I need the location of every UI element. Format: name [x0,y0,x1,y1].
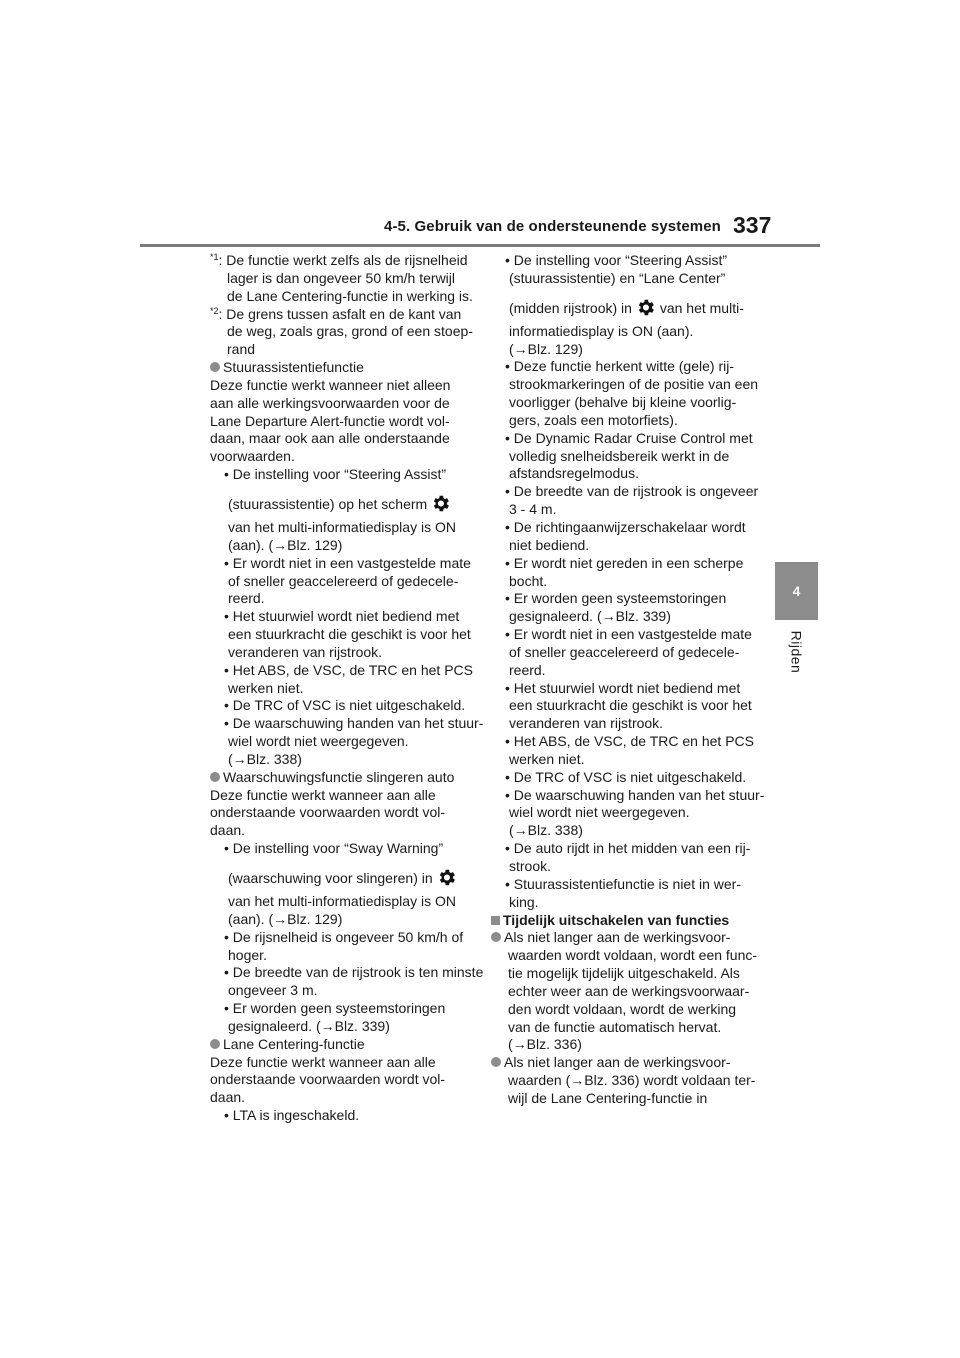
page-reference[interactable]: (→Blz. 338) [228,750,302,767]
bullet-line: of sneller geaccelereerd of gedecele- [228,572,459,589]
subheading-steering-assist: Stuurassistentiefunctie [210,359,475,377]
bullet-line: • Het ABS, de VSC, de TRC en het PCS [505,733,754,750]
bullet-line: afstandsregelmodus. [509,465,639,482]
subheading-line: Als niet langer aan de werkingsvoor- [491,1054,751,1072]
bullet-line: van het multi-informatiedisplay is ON [228,518,456,535]
chapter-tab-number[interactable]: 4 [775,562,818,620]
page-reference[interactable]: (→Blz. 336) [508,1036,582,1053]
chapter-tab-label[interactable] [775,622,818,682]
square-bullet-icon [491,916,500,925]
right-column [491,252,765,1108]
body-line: waarden (→Blz. 336) wordt voldaan ter- [508,1072,756,1089]
bullet-line-with-icon: (stuurassistentie) op het scherm [210,484,475,519]
body-line: onderstaande voorwaarden wordt vol- [210,804,446,821]
body-line: voorwaarden. [210,448,295,465]
bullet-line: reerd. [228,590,265,607]
bullet-line: veranderen van rijstrook. [509,715,664,732]
bullet-line: of sneller geaccelereerd of gedecele- [509,643,740,660]
body-line: tie mogelijk tijdelijk uitgeschakeld. Als [508,965,740,982]
bullet-line: • De rijsnelheid is ongeveer 50 km/h of [224,928,464,945]
bullet-line: • Er wordt niet in een vastgestelde mate [505,626,752,643]
bullet-line: • De waarschuwing handen van het stuur- [224,715,484,732]
body-line: wijl de Lane Centering-functie in [508,1089,708,1106]
bullet-line: (stuurassistentie) en “Lane Center” [509,269,726,286]
left-column [210,252,484,1125]
bullet-line: strookmarkeringen of de positie van een [509,376,759,393]
circle-bullet-icon [491,932,501,942]
bullet-line: (aan). (→Blz. 129) [228,910,343,927]
circle-bullet-icon [210,772,220,782]
footnote-marker: *1 [210,252,219,262]
bullet-line: • De breedte van de rijstrook is ongeveer [505,483,759,500]
gear-icon [436,867,457,888]
body-line: onderstaande voorwaarden wordt vol- [210,1071,446,1088]
body-line: daan. [210,1089,246,1106]
bullet-line: • Het stuurwiel wordt niet bediend met [505,679,741,696]
bullet-line: een stuurkracht die geschikt is voor het [509,697,752,714]
bullet-line: gers, zoals een motorfiets). [509,411,678,428]
bullet-line: • De TRC of VSC is niet uitgeschakeld. [224,697,466,714]
subheading-lane-centering: Lane Centering-functie [210,1036,475,1054]
body-line: waarden wordt voldaan, wordt een func- [508,947,758,964]
bullet-line: strook. [509,858,552,874]
bullet-line: reerd. [509,661,546,678]
bullet-line: gesignaleerd. (→Blz. 339) [228,1017,390,1034]
bullet-line: • De Dynamic Radar Cruise Control met [505,429,753,446]
bullet-line: ongeveer 3 m. [228,982,318,999]
bullet-line: wiel wordt niet weergegeven. [228,733,409,750]
bullet-line: • LTA is ingeschakeld. [224,1107,360,1124]
chapter-label-text: Rijden [788,630,805,674]
circle-bullet-icon [210,1039,220,1049]
footnote-line: de Lane Centering-functie in werking is. [227,287,473,304]
bullet-line: • De instelling voor “Sway Warning” [224,840,444,857]
body-line: aan alle werkingsvoorwaarden voor de [210,394,450,411]
section-heading-temporary-disable: Tijdelijk uitschakelen van functies [491,912,751,930]
bullet-line: • De waarschuwing handen van het stuur- [505,786,765,803]
body-line: echter weer aan de werkingsvoorwaar- [508,982,750,999]
footnote-line: lager is dan ongeveer 50 km/h terwijl [227,269,456,286]
circle-bullet-icon [210,362,220,372]
bullet-line: • Er wordt niet in een vastgestelde mate [224,554,471,571]
bullet-line: • De auto rijdt in het midden van een rij- [505,840,751,857]
bullet-line: wiel wordt niet weergegeven. [509,804,690,821]
bullet-line: • De richtingaanwijzerschakelaar wordt [505,518,746,535]
bullet-line: informatiedisplay is ON (aan). [509,322,694,339]
bullet-line: niet bediend. [509,536,590,553]
footnote-line: rand [227,341,256,358]
bullet-line: • De TRC of VSC is niet uitgeschakeld. [505,768,747,785]
bullet-line: gesignaleerd. (→Blz. 339) [509,608,671,625]
bullet-line: • De instelling voor “Steering Assist” [505,252,727,268]
bullet-line: van het multi-informatiedisplay is ON [228,893,456,909]
bullet-line: • Deze functie herkent witte (gele) rij- [505,358,734,375]
page-reference[interactable]: (→Blz. 129) [509,340,583,357]
body-line: daan. [210,822,246,839]
bullet-line-with-icon: (waarschuwing voor slingeren) in [210,858,475,893]
body-line: Deze functie werkt wanneer aan alle [210,786,436,803]
bullet-line: werken niet. [228,679,304,696]
bullet-line: • De instelling voor “Steering Assist” [224,466,446,483]
body-line: daan, maar ook aan alle onderstaande [210,430,450,447]
bullet-line: • Er worden geen systeemstoringen [224,1000,446,1017]
bullet-line: hoger. [228,946,267,963]
body-line: Lane Departure Alert-functie wordt vol- [210,412,450,429]
bullet-line: 3 - 4 m. [509,501,557,518]
bullet-line: werken niet. [509,750,585,767]
bullet-line: • Stuurassistentiefunctie is niet in wer- [505,875,742,892]
bullet-line: • Er wordt niet gereden in een scherpe [505,554,744,571]
page-reference[interactable]: (→Blz. 338) [509,822,583,839]
subheading-line: Als niet langer aan de werkingsvoor- [491,929,751,947]
bullet-line: • Het stuurwiel wordt niet bediend met [224,608,460,625]
body-line: Deze functie werkt wanneer niet alleen [210,376,451,393]
bullet-line: • Het ABS, de VSC, de TRC en het PCS [224,661,473,678]
bullet-line: volledig snelheidsbereik werkt in de [509,447,730,464]
section-title: 4-5. Gebruik van de ondersteunende systemen [384,218,721,235]
bullet-line: bocht. [509,572,548,589]
header-divider [140,244,820,247]
subheading-sway-warning: Waarschuwingsfunctie slingeren auto [210,769,475,787]
bullet-line: • Er worden geen systeemstoringen [505,590,727,607]
circle-bullet-icon [491,1057,501,1067]
footnote-line: $^{*2}$: De grens tussen asfalt en de kant van [210,305,462,322]
bullet-line: king. [509,893,539,910]
gear-icon [430,493,451,514]
bullet-line: voorligger (behalve bij kleine voorlig- [509,394,737,411]
gear-icon [635,297,656,318]
body-line: Deze functie werkt wanneer aan alle [210,1053,436,1070]
body-line: den wordt voldaan, wordt de werking [508,1000,737,1017]
footnote-marker: *2 [210,305,219,316]
bullet-line-with-icon: (midden rijstrook) in van het multi- [491,288,751,323]
footnote-line: $^{*1}$: De functie werkt zelfs als de rijsnelheid [210,252,468,268]
footnote-line: de weg, zoals gras, grond of een stoep- [227,323,473,340]
bullet-line: een stuurkracht die geschikt is voor het [228,626,471,643]
bullet-line: (aan). (→Blz. 129) [228,536,343,553]
body-line: van de functie automatisch hervat. [508,1018,722,1035]
page-number: 337 [733,212,772,238]
bullet-line: veranderen van rijstrook. [228,643,383,660]
bullet-line: • De breedte van de rijstrook is ten minste [224,964,484,981]
